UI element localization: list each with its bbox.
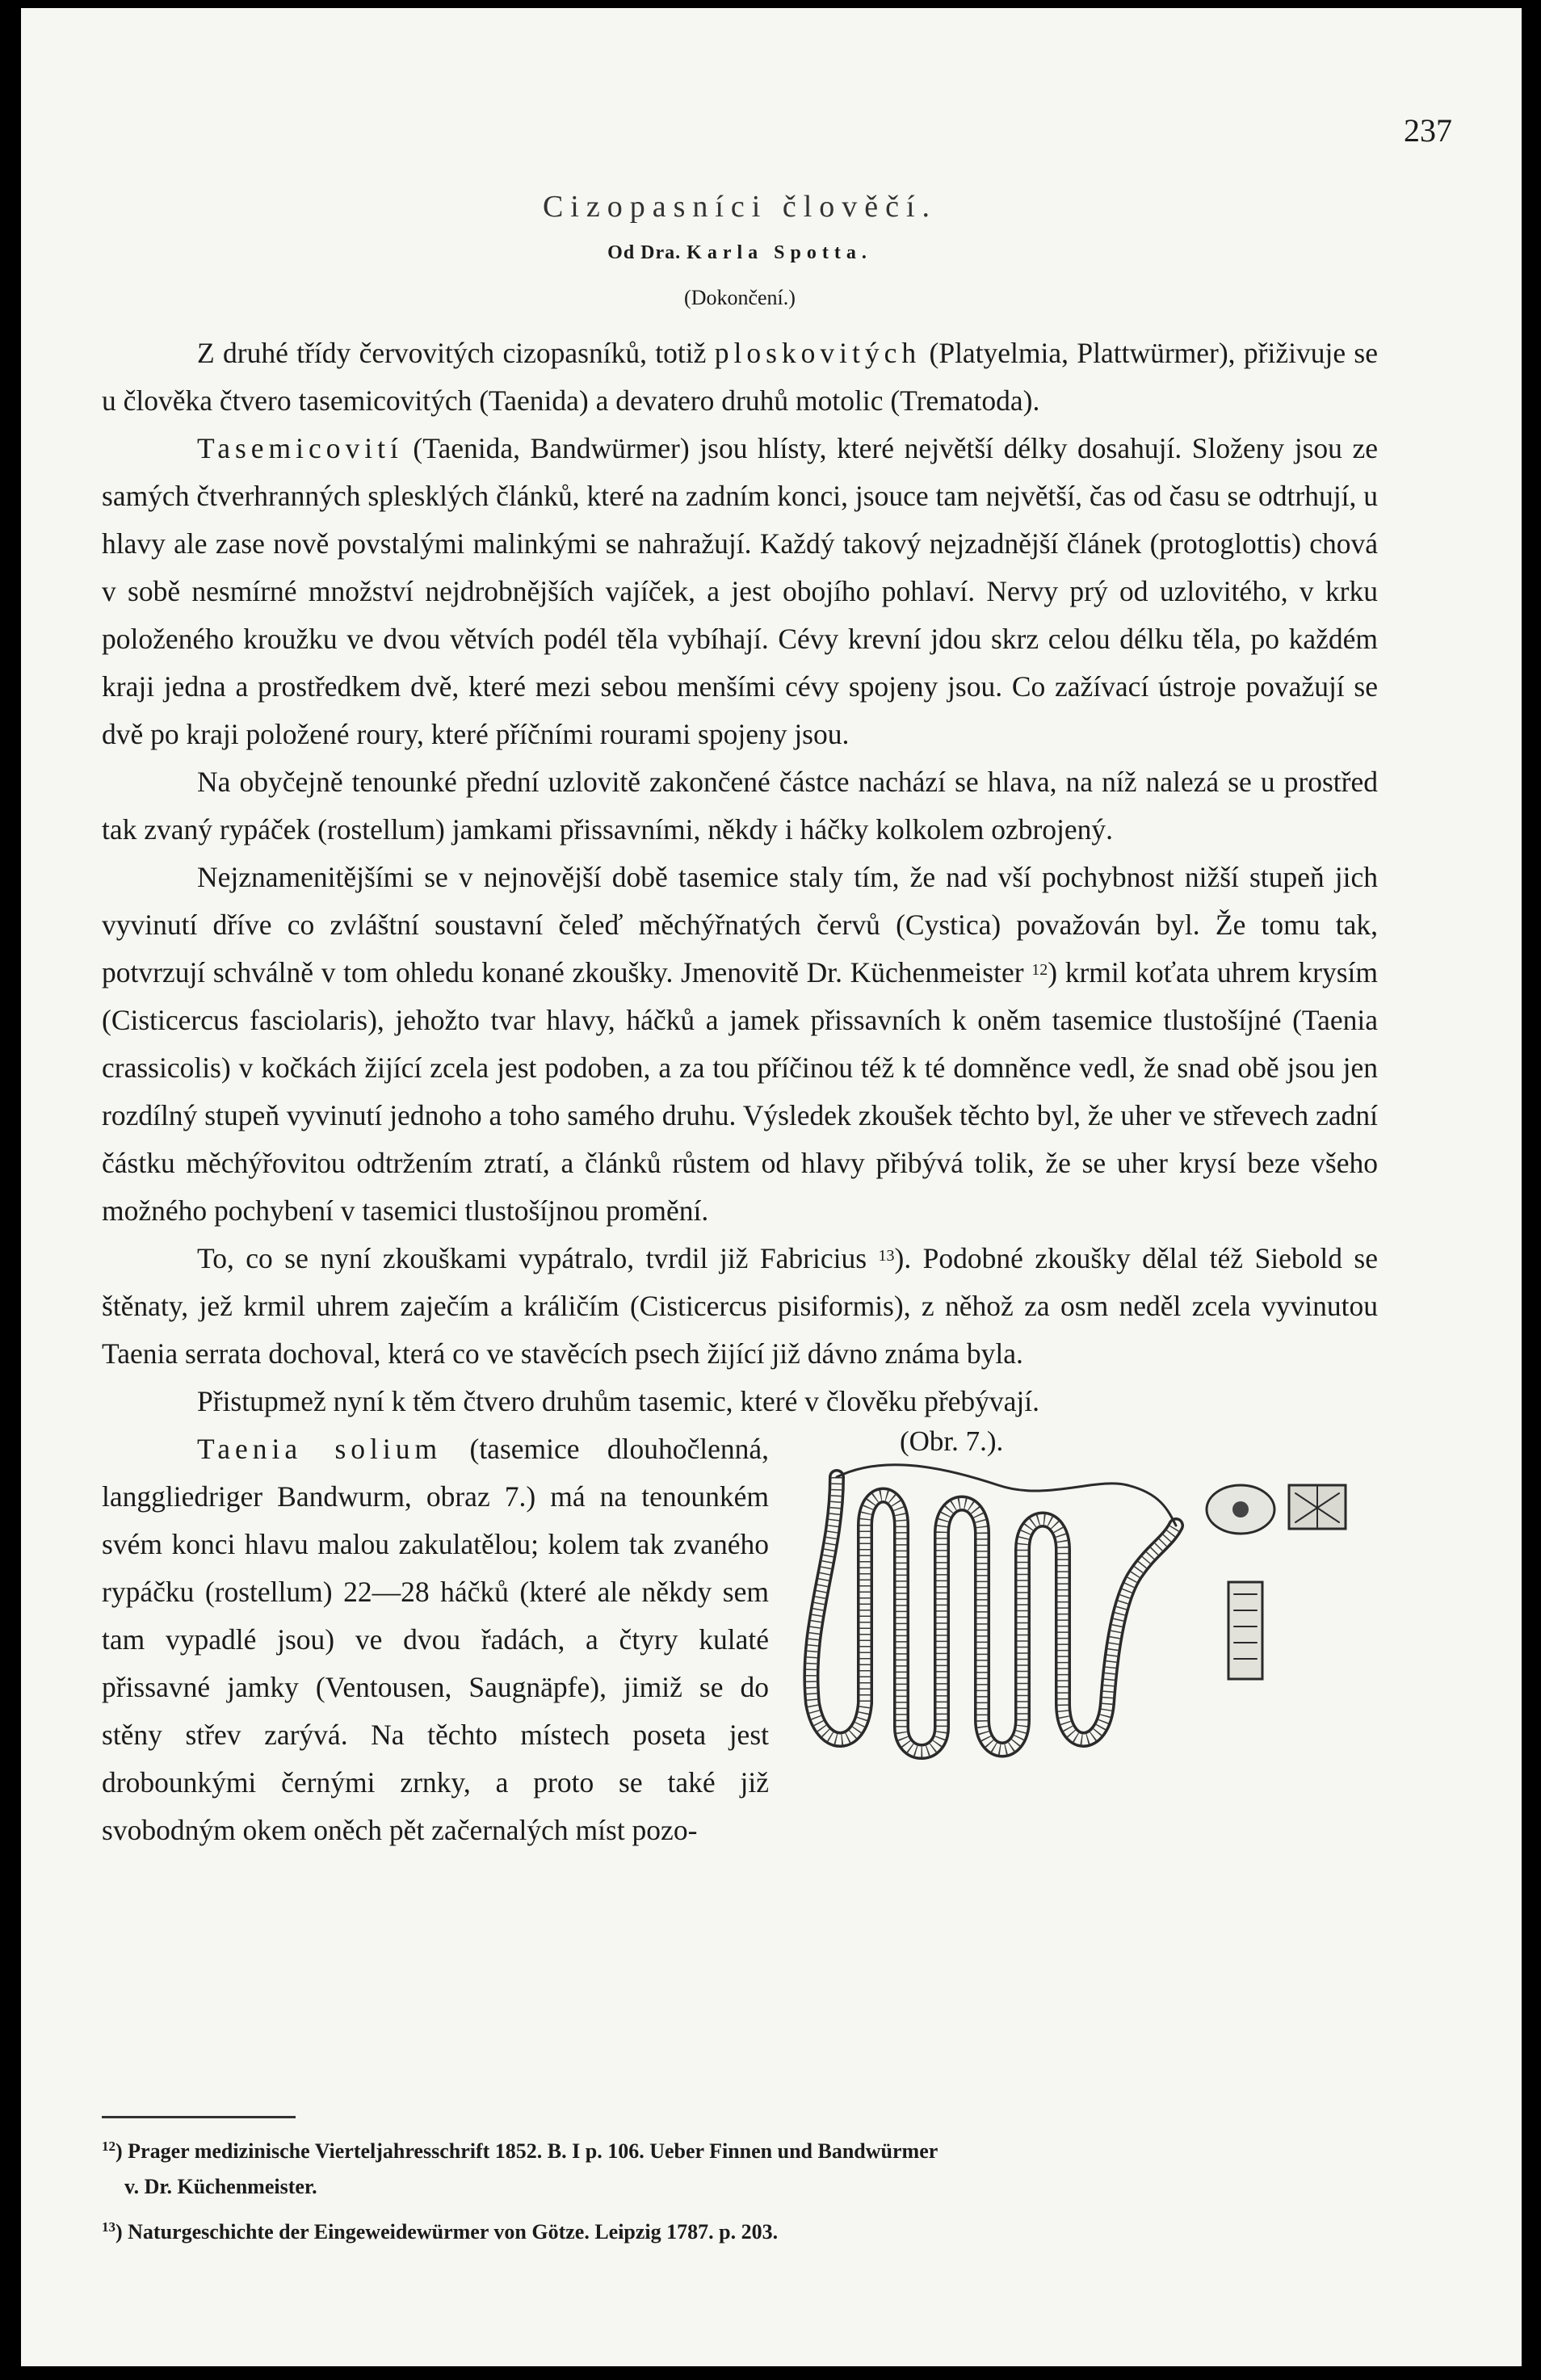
figure-caption: (Obr. 7.). [900, 1425, 1004, 1457]
paragraph-4 [102, 854, 1378, 1235]
article-title: Cizopasníci člověčí. [542, 190, 938, 224]
p1-text-a: Z druhé třídy červovitých cizopasníků, totiž [197, 337, 715, 369]
footnote-12 [102, 2129, 1378, 2169]
p2-emphasis: Tasemicovití [197, 432, 403, 464]
footnote-ref-13: 13 [878, 1247, 895, 1265]
article-body [102, 330, 1378, 1854]
paragraph-2 [102, 425, 1378, 758]
paragraph-1 [102, 330, 1378, 425]
footnote-number: 12 [102, 2139, 115, 2154]
author-name: Karla Spotta. [687, 242, 872, 263]
p5-text-b: ). Podobné zkoušky dělal též Siebold se štěnaty, jež krmil uhrem zaječím a králičím (Cisticercus pisiformis), z něhož za osm neděl zcela vyvinutou Taenia serrata dochoval, která co ve stavěcích psech žijící již dávno známa byla. [102, 1242, 1378, 1370]
p4-text-a: Nejznamenitějšími se v nejnovější době tasemice staly tím, že nad vší pochybnost nižší stupeň jich vyvinutí dříve co zvláštní soustavní čeleď měchýřnatých červů (Cystica) považován byl. Že tomu tak, potvrzují schválně v tom ohledu konané zkoušky. Jmenovitě Dr. Küchenmeister [102, 861, 1378, 989]
footnote-ref-12: 12 [1031, 961, 1048, 979]
footnote-number: 13 [102, 2219, 115, 2235]
p7-text: (tasemice dlouhočlenná, langgliedriger Bandwurm, obraz 7.) má na tenounkém svém konci hlavu malou zakulatělou; kolem tak zvaného rypáčku (rostellum) 22—28 háčků (které ale někdy sem tam vypadlé jsou) ve dvou řadách, a čtyry kulaté přissavné jamky (Ventousen, Saugnäpfe), jimiž se do stěny střev zarývá. Na těchto místech poseta jest drobounkými černými zrnky, a proto se také již svobodným okem oněch pět začernalých míst pozo- [102, 1433, 769, 1846]
figure-7-tapeworm [788, 1425, 1378, 1772]
tapeworm-illustration [788, 1461, 1378, 1768]
p1-emphasis: ploskovitých [714, 337, 922, 369]
continued-note: (Dokončení.) [684, 286, 796, 309]
paragraph-3: Na obyčejně tenounké přední uzlovitě zakončené částce nachází se hlava, na níž nalezá se u prostřed tak zvaný rypáček (rostellum) jamkami přissavními, někdy i háčky kolkolem ozbrojený. [102, 766, 1378, 846]
p1-text-c: (Platyelmia, Plattwürmer), přiživuje se u člověka čtvero tasemicovitých (Taenida) a devatero druhů motolic (Trematoda). [102, 337, 1378, 417]
footnote-text: ) Prager medizinische Vierteljahresschrift 1852. B. I p. 106. Ueber Finnen und Bandwürmer [115, 2139, 938, 2163]
footnote-text: ) Naturgeschichte der Eingeweidewürmer von Götze. Leipzig 1787. p. 203. [115, 2220, 779, 2244]
p5-text-a: To, co se nyní zkouškami vypátralo, tvrdil již Fabricius [197, 1242, 879, 1274]
footnotes [102, 2129, 1378, 2250]
footnote-13 [102, 2210, 1378, 2250]
footnote-12-continuation: v. Dr. Küchenmeister. [124, 2175, 317, 2198]
footnote-rule [102, 2116, 296, 2118]
p7-emphasis: Taenia solium [197, 1433, 443, 1465]
p4-text-b: ) krmil koťata uhrem krysím (Cisticercus fasciolaris), jehožto tvar hlavy, háčků a jamek přissavních k oněm tasemice tlustošíjné (Taenia crassicolis) v kočkách žijící zcela jest podoben, a za tou příčinou též k té domněnce vedl, že snad obě jsou jen rozdílný stupeň vyvinutí jednoho a toho samého druhu. Výsledek zkoušek těchto byl, že uher ve střevech zadní částku měchýřovitou odtržením ztratí, a článků růstem od hlavy přibývá tolik, že se uher krysí beze všeho možného pochybení v tasemici tlustošíjnou promění. [102, 956, 1378, 1227]
page-number: 237 [1404, 112, 1452, 149]
scanned-page [21, 8, 1522, 2366]
article-author [102, 242, 1378, 264]
paragraph-7 [102, 1425, 1378, 1854]
rostellum-detail [1232, 1501, 1249, 1517]
p2-text: (Taenida, Bandwürmer) jsou hlísty, které největší délky dosahují. Složeny jsou ze samých čtverhranných splesklých článků, které na zadním konci, jsouce tam největší, čas od času se odtrhují, u hlavy ale zase nově povstalými malinkými se nahražují. Každý takový nejzadnější článek (protoglottis) chová v sobě nesmírné množství nejdrobnějších vajíček, a jest obojího pohlaví. Nervy prý od uzlovitého, v krku položeného kroužku ve dvou větvích podél těla vybíhají. Cévy krevní jdou skrz celou délku těla, po každém kraji jedna a prostředkem dvě, které mezi sebou menšími cévy spojeny jsou. Co zažívací ústroje považují se dvě po kraji položené roury, které příčními rourami spojeny jsou. [102, 432, 1378, 750]
paragraph-6: Přistupmež nyní k těm čtvero druhům tasemic, které v člověku přebývají. [197, 1385, 1040, 1417]
paragraph-5 [102, 1235, 1378, 1378]
proglottid-detail [1228, 1582, 1262, 1679]
author-prefix: Od Dra. [607, 242, 682, 263]
